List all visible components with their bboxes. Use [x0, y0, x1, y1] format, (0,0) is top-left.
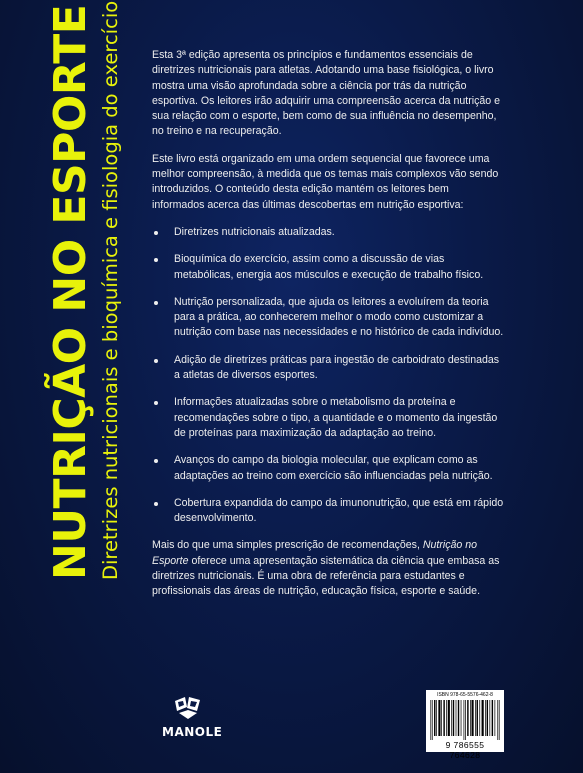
- book-subtitle: Diretrizes nutricionais e bioquímica e fisiologia do exercício: [99, 0, 122, 580]
- closing-text-start: Mais do que uma simples prescrição de recomendações,: [152, 539, 423, 552]
- organization-paragraph: Este livro está organizado em uma ordem sequencial que favorece uma melhor compreensão, à medida que os temas mais complexos vão sendo introduzidos. O conteúdo desta edição mantém os leitores bem informados acerca das últimas descobertas em nutrição esportiva:: [152, 152, 499, 211]
- list-item: Cobertura expandida do campo da imunonutrição, que está em rápido desenvolvimento.: [152, 496, 504, 527]
- list-item: Diretrizes nutricionais atualizadas.: [152, 225, 504, 240]
- publisher-logo: [162, 693, 223, 739]
- closing-paragraph: [152, 538, 504, 599]
- list-item: Informações atualizadas sobre o metabolismo da proteína e recomendações sobre o tipo, a quantidade e o momento da ingestão de proteínas para maximização da adaptação ao treino.: [152, 395, 504, 441]
- list-item: Avanços do campo da biologia molecular, que explicam como as adaptações ao treino com exercício são influenciadas pela nutrição.: [152, 453, 504, 484]
- closing-title-italic: Nutrição no Esporte: [152, 539, 478, 567]
- intro-paragraph: Esta 3ª edição apresenta os princípios e fundamentos essenciais de diretrizes nutricionais para atletas. Adotando uma base fisiológica, o livro mostra uma visão aprofundada sobre a ciência por trás da nutrição esportiva. Os leitores irão adquirir uma compreensão acerca da nutrição e sua relação com o esporte, bem como de sua influência no desempenho, no treino e na recuperação.: [152, 49, 501, 138]
- isbn-barcode: [426, 690, 504, 760]
- closing-text-end: oferece uma apresentação sistemática da ciência que embasa as diretrizes nutricionais. É uma obra de referência para estudantes e profissionais das áreas de nutrição, educação física, esporte e saúde.: [152, 554, 500, 598]
- list-item: Bioquímica do exercício, assim como a discussão de vias metabólicas, energia aos músculos e execução de trabalho físico.: [152, 252, 504, 283]
- publisher-logo-icon: [173, 693, 203, 721]
- features-list: [152, 225, 504, 526]
- barcode-bars: [429, 700, 501, 740]
- publisher-name: MANOLE: [162, 725, 223, 739]
- spine-title: [45, 0, 124, 580]
- back-cover-text: [152, 48, 504, 612]
- barcode-digits: 9 786555 764628: [445, 740, 485, 760]
- list-item: Nutrição personalizada, que ajuda os leitores a evoluírem da teoria para a prática, ao conhecerem melhor o modo como customizar a nutrição com base nas necessidades e no histórico de cada indivíduo.: [152, 295, 504, 341]
- isbn-text: ISBN 978-65-5576-462-8: [437, 692, 493, 698]
- list-item: Adição de diretrizes práticas para ingestão de carboidrato destinadas a atletas de diversos esportes.: [152, 353, 504, 384]
- book-title: NUTRIÇÃO NO ESPORTE: [45, 4, 96, 580]
